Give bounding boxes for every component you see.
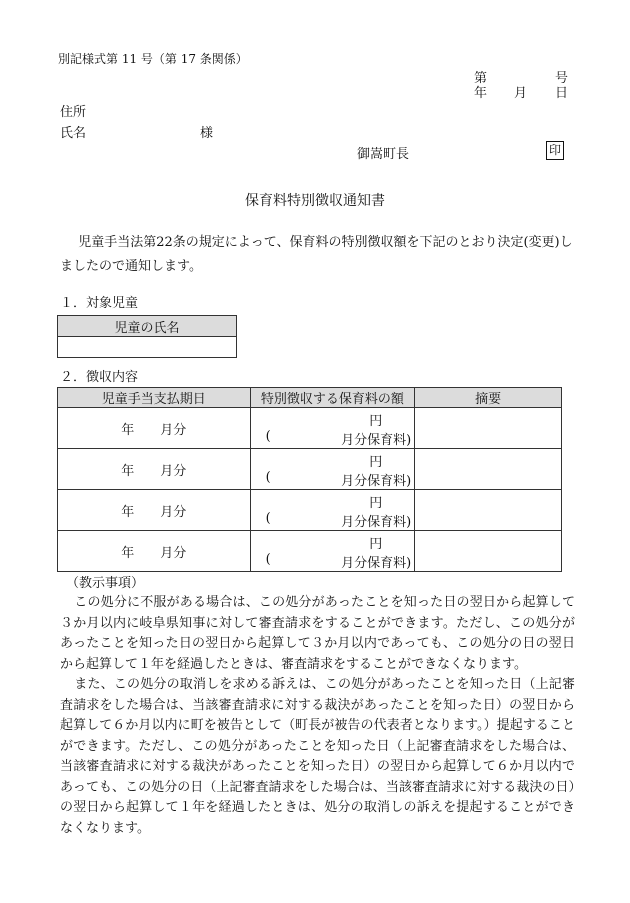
- child-name-cell: [58, 337, 237, 358]
- doc-number-suffix: 号: [555, 71, 569, 86]
- intro-paragraph: [60, 231, 575, 279]
- amount-cell: [250, 531, 415, 572]
- date-year: 年: [474, 86, 488, 101]
- section2-heading: ２．徴収内容: [60, 370, 139, 385]
- col-remarks: 摘要: [415, 388, 562, 408]
- date-day: 日: [555, 86, 569, 101]
- open-paren: (: [265, 470, 271, 485]
- child-name-header: 児童の氏名: [58, 316, 237, 337]
- address-label: 住所: [60, 105, 87, 120]
- payment-date-cell: 年 月分: [58, 490, 251, 531]
- notice-body: [60, 593, 575, 839]
- collection-table: [57, 387, 562, 572]
- table-row: [58, 490, 562, 531]
- document-title: 保育料特別徴収通知書: [245, 193, 385, 209]
- notice-paragraph: この処分に不服がある場合は、この処分があったことを知った日の翌日から起算して３か月以内に岐阜県知事に対して審査請求をすることができます。ただし、この処分があったことを知った日の翌日から起算して３か月以内であっても、この処分の日の翌日から起算して１年を経過したときは、審査請求をすることができなくなります。: [60, 595, 575, 672]
- open-paren: (: [265, 511, 271, 526]
- yen-unit: 円: [369, 414, 383, 429]
- intro-text: 児童手当法第22条の規定によって、保育料の特別徴収額を下記のとおり決定(変更)しましたので通知します。: [60, 235, 573, 274]
- open-paren: (: [265, 429, 271, 444]
- doc-number-prefix: 第: [474, 71, 488, 86]
- remarks-cell: [415, 408, 562, 449]
- yen-unit: 円: [369, 455, 383, 470]
- remarks-cell: [415, 531, 562, 572]
- form-number: 別記様式第 11 号（第 17 条関係）: [58, 52, 248, 66]
- section1-heading: １．対象児童: [60, 296, 139, 311]
- name-label: 氏名: [60, 126, 87, 141]
- open-paren: (: [265, 552, 271, 567]
- table-row: [58, 531, 562, 572]
- yen-unit: 円: [369, 537, 383, 552]
- seal-stamp: 印: [546, 141, 564, 160]
- issuer-title: 御嵩町長: [357, 147, 410, 162]
- amount-cell: [250, 449, 415, 490]
- month-fee-label: 月分保育料): [341, 474, 412, 489]
- month-fee-label: 月分保育料): [341, 515, 412, 530]
- amount-cell: [250, 408, 415, 449]
- col-amount: 特別徴収する保育料の額: [250, 388, 415, 408]
- month-fee-label: 月分保育料): [341, 556, 412, 571]
- child-table: [57, 315, 237, 358]
- payment-date-cell: 年 月分: [58, 408, 251, 449]
- yen-unit: 円: [369, 496, 383, 511]
- honorific: 様: [200, 126, 214, 141]
- notice-paragraph: また、この処分の取消しを求める訴えは、この処分があったことを知った日（上記審査請求をした場合は、当該審査請求に対する裁決があったことを知った日）の翌日から起算して６か月以内に町を被告として（町長が被告の代表者となります。）提起することができます。ただし、この処分があったことを知った日（上記審査請求をした場合は、当該審査請求に対する裁決があったことを知った日）の翌日から起算して６か月以内であっても、この処分の日（上記審査請求をした場合は、当該審査請求に対する裁決の日）の翌日から起算して１年を経過したときは、処分の取消しの訴えを提起することができなくなります。: [60, 677, 575, 836]
- remarks-cell: [415, 490, 562, 531]
- table-row: [58, 408, 562, 449]
- notice-heading: （教示事項）: [66, 576, 145, 591]
- remarks-cell: [415, 449, 562, 490]
- table-row: [58, 449, 562, 490]
- month-fee-label: 月分保育料): [341, 433, 412, 448]
- payment-date-cell: 年 月分: [58, 531, 251, 572]
- amount-cell: [250, 490, 415, 531]
- col-payment-date: 児童手当支払期日: [58, 388, 251, 408]
- payment-date-cell: 年 月分: [58, 449, 251, 490]
- date-month: 月: [514, 86, 528, 101]
